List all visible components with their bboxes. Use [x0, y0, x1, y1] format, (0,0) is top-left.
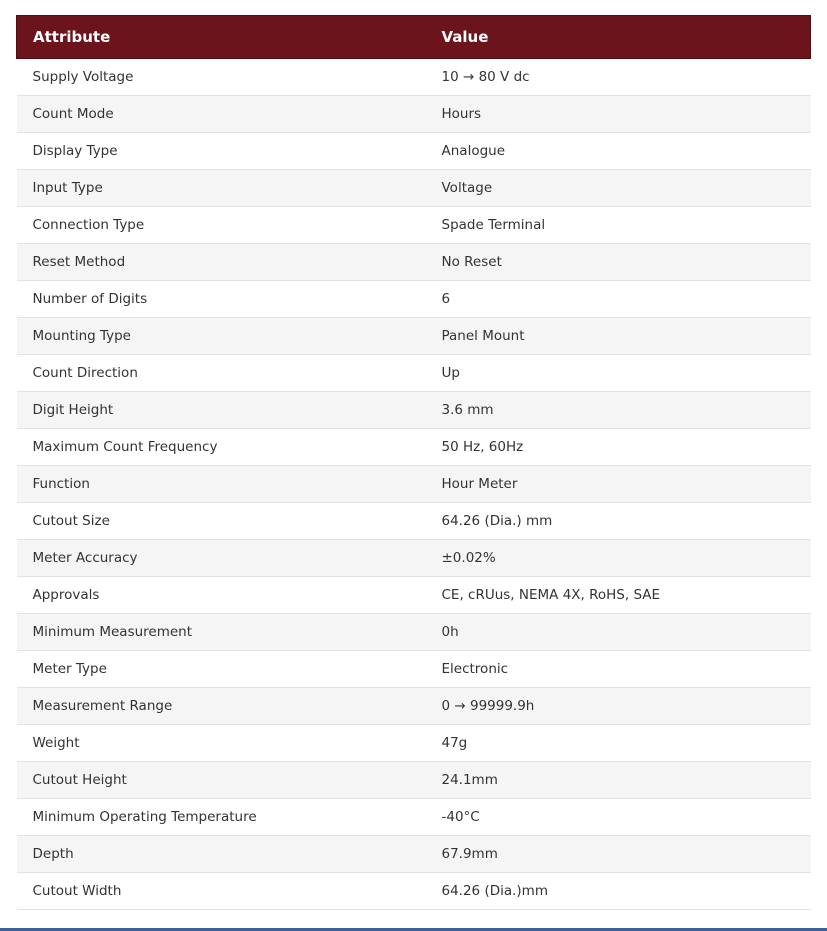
table-row	[17, 577, 811, 614]
table-row	[17, 614, 811, 651]
specifications-table	[16, 15, 811, 910]
value-cell: CE, cRUus, NEMA 4X, RoHS, SAE	[427, 577, 811, 614]
value-cell: 67.9mm	[427, 836, 811, 873]
attribute-cell: Count Direction	[17, 355, 427, 392]
attribute-cell: Meter Accuracy	[17, 540, 427, 577]
header-row	[17, 16, 811, 59]
attribute-cell: Minimum Measurement	[17, 614, 427, 651]
table-row	[17, 392, 811, 429]
value-cell: 10 → 80 V dc	[427, 59, 811, 96]
attribute-cell: Function	[17, 466, 427, 503]
table-row	[17, 836, 811, 873]
attribute-cell: Minimum Operating Temperature	[17, 799, 427, 836]
table-row	[17, 466, 811, 503]
value-cell: 64.26 (Dia.)mm	[427, 873, 811, 910]
attribute-cell: Measurement Range	[17, 688, 427, 725]
value-cell: 64.26 (Dia.) mm	[427, 503, 811, 540]
value-cell: Spade Terminal	[427, 207, 811, 244]
value-cell: ±0.02%	[427, 540, 811, 577]
value-cell: -40°C	[427, 799, 811, 836]
table-row	[17, 96, 811, 133]
attribute-cell: Meter Type	[17, 651, 427, 688]
table-row	[17, 355, 811, 392]
value-cell: 0 → 99999.9h	[427, 688, 811, 725]
table-row	[17, 799, 811, 836]
attribute-cell: Count Mode	[17, 96, 427, 133]
table-row	[17, 244, 811, 281]
table-header	[17, 16, 811, 59]
table-row	[17, 207, 811, 244]
table-row	[17, 133, 811, 170]
attribute-cell: Maximum Count Frequency	[17, 429, 427, 466]
attribute-cell: Digit Height	[17, 392, 427, 429]
table-row	[17, 762, 811, 799]
attribute-cell: Reset Method	[17, 244, 427, 281]
table-row	[17, 540, 811, 577]
attribute-cell: Connection Type	[17, 207, 427, 244]
value-column-header: Value	[427, 16, 811, 59]
value-cell: Panel Mount	[427, 318, 811, 355]
attribute-cell: Weight	[17, 725, 427, 762]
table-row	[17, 170, 811, 207]
table-row	[17, 429, 811, 466]
table-row	[17, 688, 811, 725]
attribute-cell: Depth	[17, 836, 427, 873]
attribute-cell: Display Type	[17, 133, 427, 170]
table-row	[17, 503, 811, 540]
value-cell: 47g	[427, 725, 811, 762]
value-cell: No Reset	[427, 244, 811, 281]
value-cell: Electronic	[427, 651, 811, 688]
attribute-column-header: Attribute	[17, 16, 427, 59]
value-cell: 24.1mm	[427, 762, 811, 799]
attribute-cell: Approvals	[17, 577, 427, 614]
attribute-cell: Cutout Height	[17, 762, 427, 799]
attribute-cell: Number of Digits	[17, 281, 427, 318]
table-row	[17, 725, 811, 762]
attribute-cell: Mounting Type	[17, 318, 427, 355]
value-cell: Hours	[427, 96, 811, 133]
value-cell: 50 Hz, 60Hz	[427, 429, 811, 466]
table-row	[17, 651, 811, 688]
attribute-cell: Cutout Width	[17, 873, 427, 910]
table-row	[17, 59, 811, 96]
value-cell: Hour Meter	[427, 466, 811, 503]
attribute-cell: Input Type	[17, 170, 427, 207]
table-body	[17, 59, 811, 910]
table-row	[17, 873, 811, 910]
value-cell: Analogue	[427, 133, 811, 170]
attribute-cell: Cutout Size	[17, 503, 427, 540]
value-cell: 6	[427, 281, 811, 318]
table-row	[17, 281, 811, 318]
value-cell: Up	[427, 355, 811, 392]
table-row	[17, 318, 811, 355]
value-cell: 0h	[427, 614, 811, 651]
value-cell: 3.6 mm	[427, 392, 811, 429]
value-cell: Voltage	[427, 170, 811, 207]
attribute-cell: Supply Voltage	[17, 59, 427, 96]
